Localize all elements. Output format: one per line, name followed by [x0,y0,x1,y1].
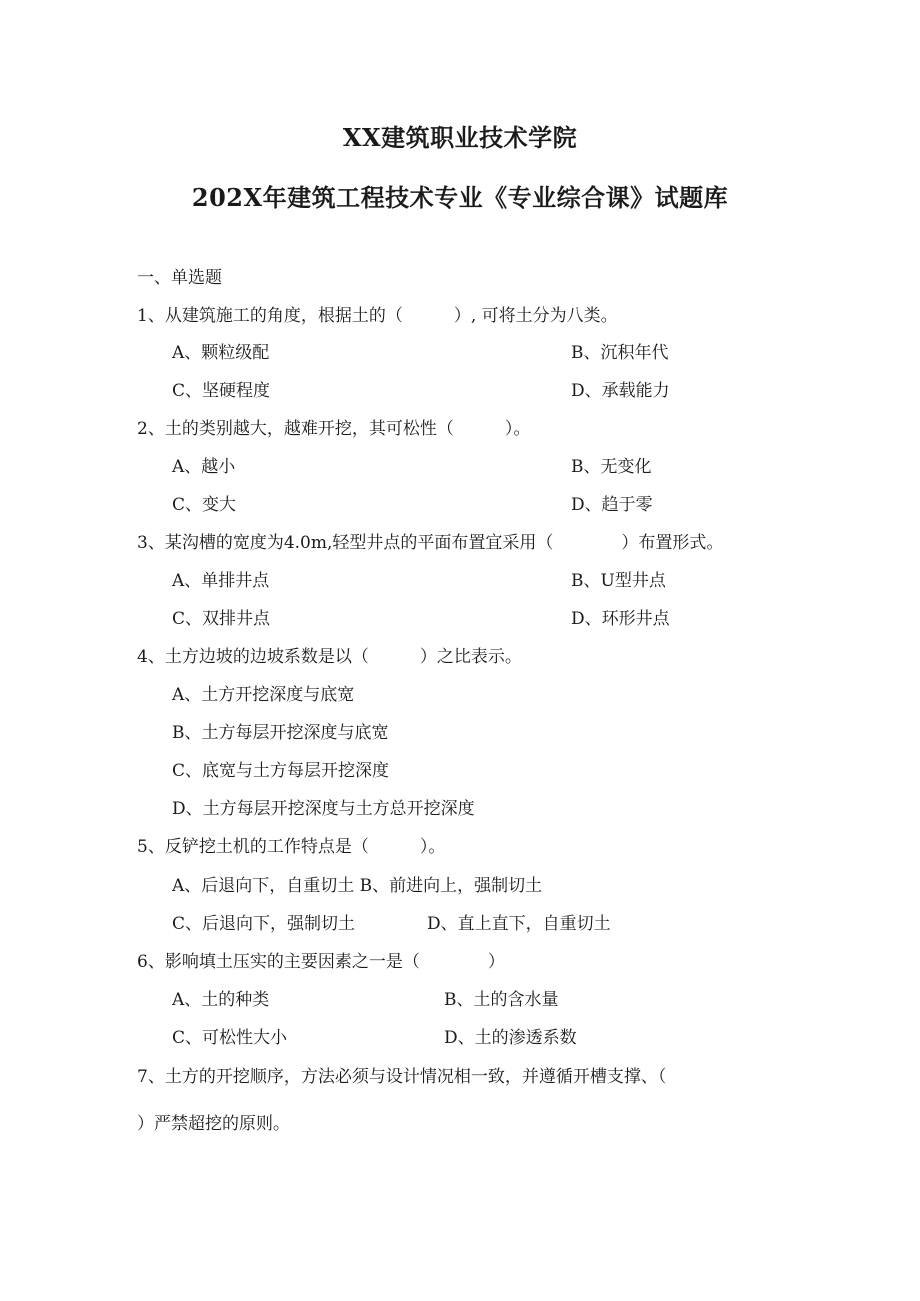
question-4-option-d: D、土方每层开挖深度与土方总开挖深度 [172,799,475,819]
question-1-option-a: A、颗粒级配 [172,343,270,363]
question-1-option-b: B、沉积年代 [571,343,669,363]
question-5-option-c: C、后退向下，强制切土 [172,914,356,934]
question-5-stem: 5、反铲挖土机的工作特点是（ ）。 [137,837,446,857]
question-6-stem: 6、影响填土压实的主要因素之一是（ ） [137,952,505,972]
question-3-stem: 3、某沟槽的宽度为4.0m,轻型井点的平面布置宜采用（ ）布置形式。 [137,533,724,553]
question-1-stem: 1、从建筑施工的角度，根据土的（ ）, 可将土分为八类。 [137,306,618,326]
question-5-option-ab: A、后退向下，自重切土 B、前进向上，强制切土 [172,876,543,896]
question-2-option-a: A、越小 [172,457,236,477]
question-1-option-c: C、坚硬程度 [172,381,271,401]
document-subtitle: 202X年建筑工程技术专业《专业综合课》试题库 [191,183,729,212]
question-4-option-b: B、土方每层开挖深度与底宽 [172,723,389,743]
question-6-option-b: B、土的含水量 [444,990,559,1010]
question-3-option-d: D、环形井点 [571,609,670,629]
question-3-option-c: C、双排井点 [172,609,271,629]
question-7-stem-continued: ）严禁超挖的原则。 [137,1114,290,1134]
question-1-option-d: D、承载能力 [571,381,670,401]
question-2-option-c: C、变大 [172,495,237,515]
question-6-option-a: A、土的种类 [172,990,270,1010]
question-2-stem: 2、土的类别越大，越难开挖，其可松性（ ）。 [137,419,531,439]
question-6-option-c: C、可松性大小 [172,1028,288,1048]
question-2-option-b: B、无变化 [571,457,652,477]
section-heading: 一、单选题 [137,268,222,288]
question-7-stem: 7、土方的开挖顺序，方法必须与设计情况相一致，并遵循开槽支撑、（ [137,1067,667,1087]
question-2-option-d: D、趋于零 [571,495,653,515]
question-4-stem: 4、土方边坡的边坡系数是以（ ）之比表示。 [137,647,522,667]
question-3-option-b: B、U型井点 [571,571,666,591]
question-4-option-a: A、土方开挖深度与底宽 [172,685,355,705]
question-3-option-a: A、单排井点 [172,571,270,591]
question-6-option-d: D、土的渗透系数 [444,1028,577,1048]
document-title: XX建筑职业技术学院 [342,123,578,152]
question-4-option-c: C、底宽与土方每层开挖深度 [172,761,390,781]
question-5-option-d: D、直上直下，自重切土 [427,914,611,934]
